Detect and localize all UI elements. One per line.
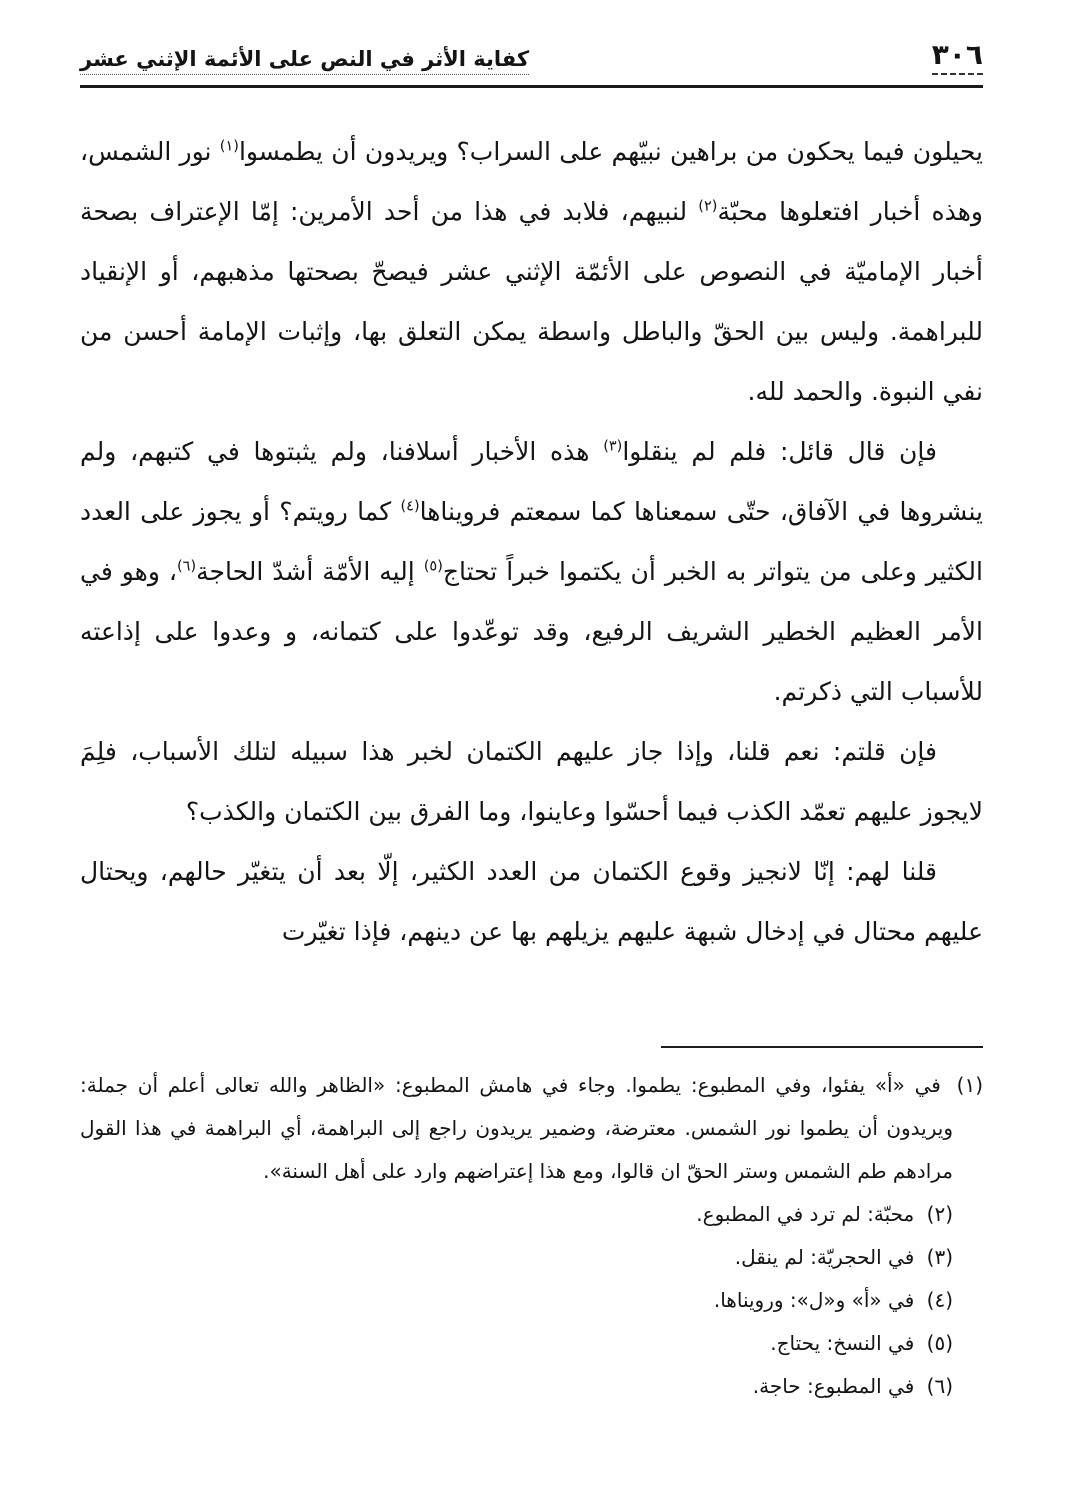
footnote-marker: (٣) bbox=[603, 438, 623, 455]
footnote-item bbox=[80, 1279, 983, 1322]
paragraph: فإن قلتم: نعم قلنا، وإذا جاز عليهم الكتمان لخبر هذا سبيله لتلك الأسباب، فلِمَ لايجوز عليهم تعمّد الكذب فيما أحسّوا وعاينوا، وما الفرق بين الكتمان والكذب؟ bbox=[80, 737, 983, 826]
footnote-number: (٤) bbox=[926, 1288, 953, 1312]
footnote-text: في الحجريّة: لم ينقل. bbox=[734, 1245, 915, 1269]
footnote-text: في «أ» و«ل»: ورويناها. bbox=[713, 1288, 915, 1312]
footnote-separator bbox=[661, 1046, 983, 1048]
footnote-number: (٦) bbox=[926, 1374, 953, 1398]
footnote-item bbox=[80, 1365, 983, 1408]
footnote-marker: (٦) bbox=[176, 558, 197, 575]
footnote-item bbox=[80, 1193, 983, 1236]
main-text bbox=[80, 122, 983, 1028]
footnote-number: (٢) bbox=[926, 1202, 953, 1226]
footnotes-section bbox=[80, 1064, 983, 1408]
footnote-marker: (٤) bbox=[400, 498, 420, 515]
footnote-text: في «أ» يفئوا، وفي المطبوع: يطموا. وجاء في هامش المطبوع: «الظاهر والله تعالى أعلم أن جملة: ويريدون أن يطموا نور الشمس. معترضة، وضمير يريدون راجع إلى البراهمة، أي البراهمة في هذا القول مرادهم طم الشمس وستر الحقّ ان قالوا، ومع هذا إعتراضهم وارد على أهل السنة». bbox=[80, 1073, 953, 1183]
page-header bbox=[80, 38, 983, 88]
footnote-item bbox=[80, 1064, 983, 1193]
paragraph: قلنا لهم: إنّا لانجيز وقوع الكتمان من العدد الكثير، إلّا بعد أن يتغيّر حالهم، ويحتال عليهم محتال في إدخال شبهة عليهم يزيلهم بها عن دينهم، فإذا تغيّرت bbox=[80, 857, 983, 946]
footnote-item bbox=[80, 1236, 983, 1279]
footnote-number: (١) bbox=[956, 1073, 984, 1097]
footnote-number: (٥) bbox=[926, 1331, 953, 1355]
footnote-marker: (٥) bbox=[423, 558, 443, 575]
footnote-text: محبّة: لم ترد في المطبوع. bbox=[696, 1202, 915, 1226]
paragraph: يحيلون فيما يحكون من براهين نبيّهم على السراب؟ ويريدون أن يطمسوا$^{(١)}$ نور الشمس، وهذه أخبار افتعلوها محبّة$^{(٢)}$ لنبيهم، فلابد في هذا من أحد الأمرين: إمّا الإعتراف بصحة أخبار الإماميّة في النصوص على الأئمّة الإثني عشر فيصحّ بصحتها مذهبهم، أو الإنقياد للبراهمة. وليس بين الحقّ والباطل واسطة يمكن التعلق بها، وإثبات الإمامة أحسن من نفي النبوة. والحمد لله. bbox=[80, 137, 983, 406]
paragraph: فإن قال قائل: فلم لم ينقلوا$^{(٣)}$ هذه الأخبار أسلافنا، ولم يثبتوها في كتبهم، ولم ينشروها في الآفاق، حتّى سمعناها كما سمعتم فرويناها$^{(٤)}$ كما رويتم؟ أو يجوز على العدد الكثير وعلى من يتواتر به الخبر أن يكتموا خبراً تحتاج$^{(٥)}$ إليه الأمّة أشدّ الحاجة$^{(٦)}$، وهو في الأمر العظيم الخطير الشريف الرفيع، وقد توعّدوا على كتمانه، و وعدوا على إذاعته للأسباب التي ذكرتم. bbox=[80, 437, 983, 706]
footnote-marker: (١) bbox=[219, 138, 239, 155]
running-title: كفاية الأثر في النص على الأئمة الإثني عشر bbox=[80, 47, 529, 75]
footnote-number: (٣) bbox=[926, 1245, 953, 1269]
footnote-text: في النسخ: يحتاج. bbox=[770, 1331, 915, 1355]
footnote-item bbox=[80, 1322, 983, 1365]
page-number: ٣٠٦ bbox=[932, 38, 983, 75]
footnote-text: في المطبوع: حاجة. bbox=[752, 1374, 915, 1398]
footnote-marker: (٢) bbox=[698, 198, 718, 215]
